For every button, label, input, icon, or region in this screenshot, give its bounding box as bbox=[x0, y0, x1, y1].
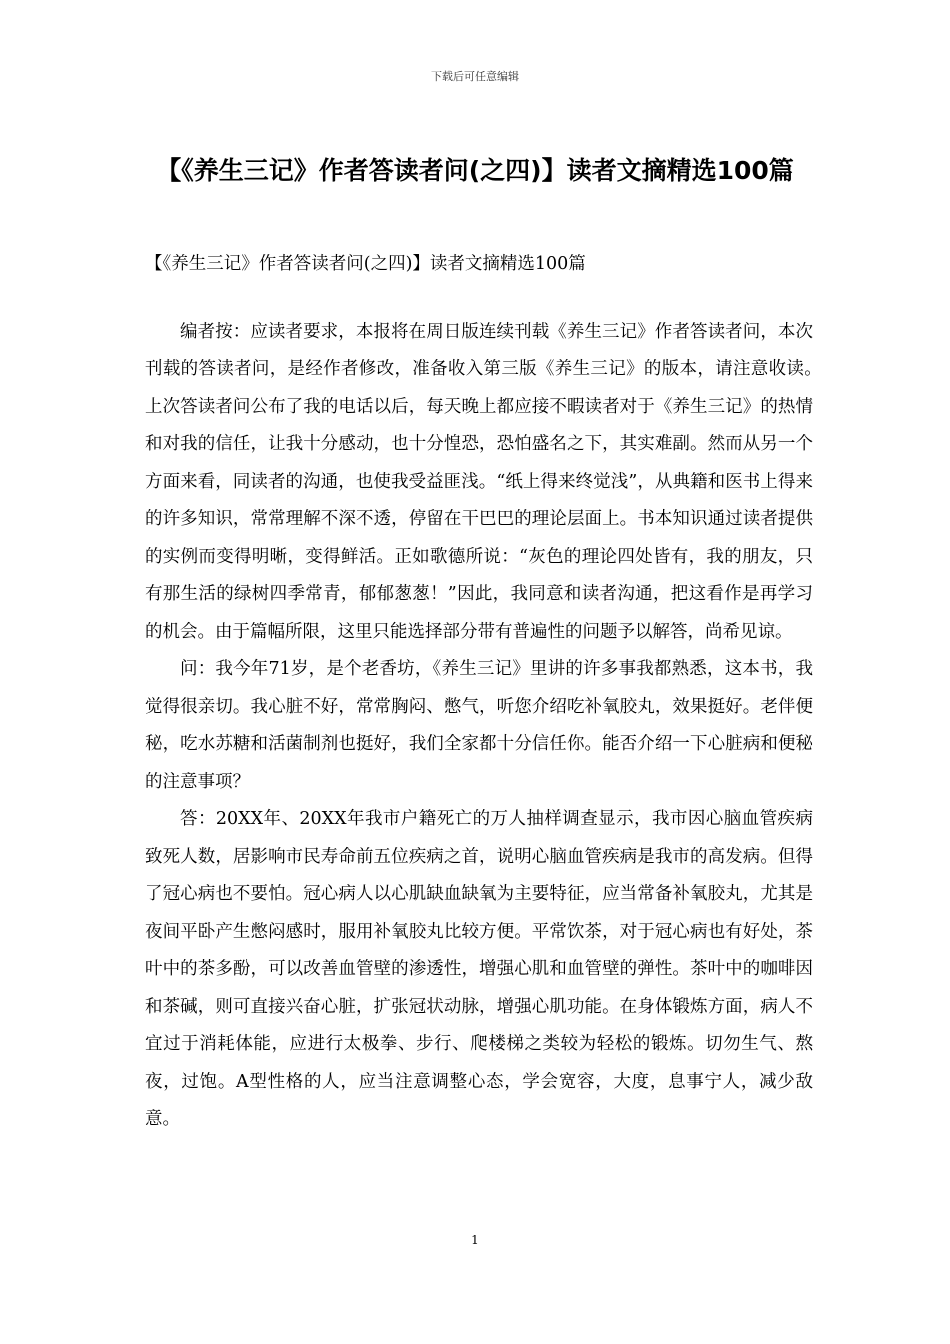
header-note: 下载后可任意编辑 bbox=[431, 70, 519, 83]
page-number: 1 bbox=[471, 1233, 479, 1247]
paragraph-editor-note: 编者按：应读者要求，本报将在周日版连续刊载《养生三记》作者答读者问，本次刊载的答读者问，是经作者修改，准备收入第三版《养生三记》的版本，请注意收读。 上次答读者问公布了我的电话以后，每天晚上都应接不暇读者对于《养生三记》的热情和对我的信任，让我十分感动，也十分惶恐，恐怕盛名之下，其实难副。然而从另一个方面来看，同读者的沟通，也使我受益匪浅。“纸上得来终觉浅”，从典籍和医书上得来的许多知识，常常理解不深不透，停留在干巴巴的理论层面上。书本知识通过读者提供的实例而变得明晰，变得鲜活。正如歌德所说：“灰色的理论四处皆有，我的朋友，只有那生活的绿树四季常青，郁郁葱葱！”因此，我同意和读者沟通，把这看作是再学习的机会。由于篇幅所限，这里只能选择部分带有普遍性的问题予以解答，尚希见谅。 bbox=[145, 321, 848, 642]
document-subtitle: 【《养生三记》作者答读者问(之四)】读者文摘精选100篇 bbox=[145, 254, 586, 274]
paragraph-question: 问：我今年71岁，是个老香坊，《养生三记》里讲的许多事我都熟悉，这本书，我觉得很亲切。我心脏不好，常常胸闷、憋气，听您介绍吃补氧胶丸，效果挺好。老伴便秘，吃水苏糖和活菌制剂也挺好，我们全家都十分信任你。能否介绍一下心脏病和便秘的注意事项？ bbox=[145, 659, 813, 792]
paragraph-answer: 答：20XX年、20XX年我市户籍死亡的万人抽样调查显示，我市因心脑血管疾病致死人数，居影响市民寿命前五位疾病之首，说明心脑血管疾病是我市的高发病。但得了冠心病也不要怕。冠心病人以心肌缺血缺氧为主要特征，应当常备补氧胶丸，尤其是夜间平卧产生憋闷感时，服用补氧胶丸比较方便。平常饮茶，对于冠心病也有好处，茶叶中的茶多酚，可以改善血管壁的渗透性，增强心肌和血管壁的弹性。茶叶中的咖啡因和茶碱，则可直接兴奋心脏，扩张冠状动脉，增强心肌功能。在身体锻炼方面，病人不宜过于消耗体能，应进行太极拳、步行、爬楼梯之类较为轻松的锻炼。切勿生气、熬夜，过饱。A型性格的人，应当注意调整心态，学会宽容，大度，息事宁人，减少敌意。 bbox=[145, 809, 813, 1129]
document-body bbox=[145, 246, 848, 1139]
page-title: 【《养生三记》作者答读者问(之四)】读者文摘精选100篇 bbox=[156, 156, 794, 185]
